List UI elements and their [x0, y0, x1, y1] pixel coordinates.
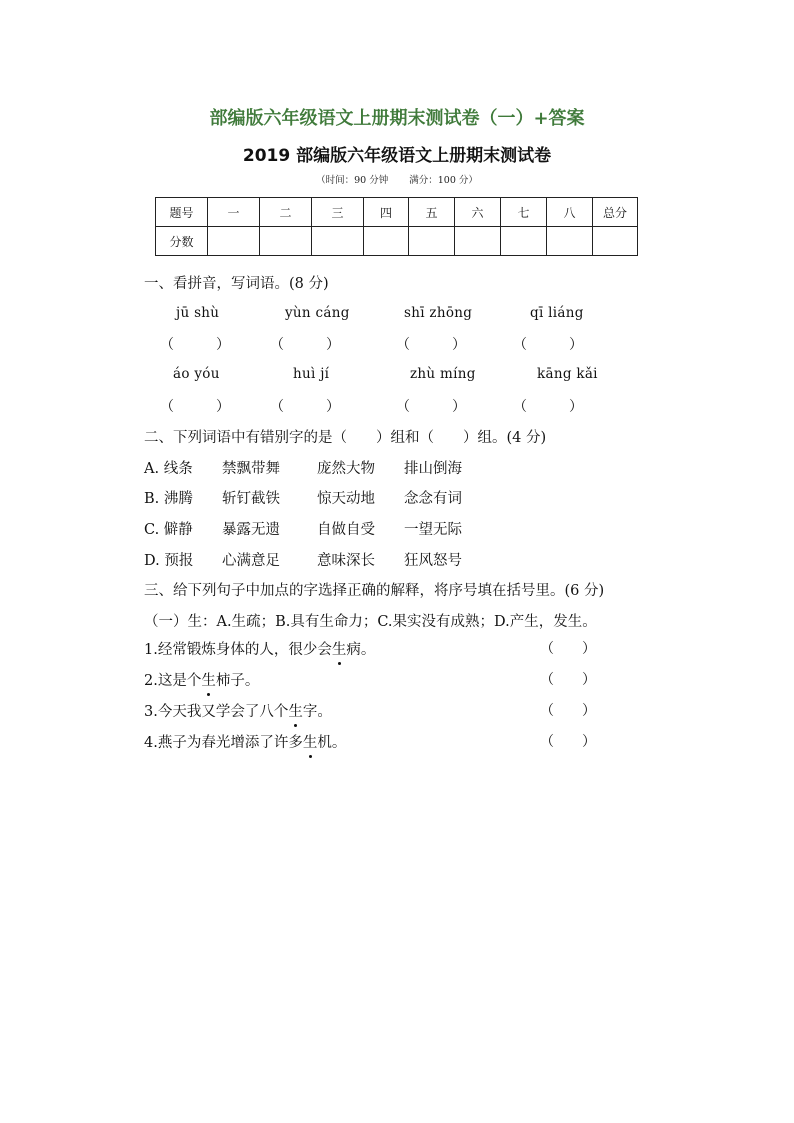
answer-blank[interactable]: （ ）	[396, 399, 466, 415]
sentence-text: 机。	[317, 735, 347, 751]
answer-blank[interactable]: （ ）	[270, 399, 340, 415]
sentence-text: 柿子。	[215, 673, 260, 689]
answer-blank[interactable]: （ ）	[160, 399, 230, 415]
sentence-item	[144, 638, 375, 659]
table-header-cell: 二	[260, 198, 312, 227]
score-cell[interactable]	[455, 227, 501, 256]
full-score: 满分：100 分）	[409, 175, 478, 186]
option-label: D. 预报	[144, 553, 194, 569]
score-cell[interactable]	[208, 227, 260, 256]
table-header-cell: 三	[312, 198, 364, 227]
table-header-cell: 题号	[156, 198, 208, 227]
score-table-header-row	[156, 198, 638, 227]
table-header-cell: 总分	[593, 198, 638, 227]
pinyin-item: zhù míng	[410, 366, 476, 382]
score-cell[interactable]	[260, 227, 312, 256]
sentence-text: 3.今天我又学会了八个	[144, 704, 289, 720]
dotted-character: 生	[201, 669, 216, 690]
document-title: 部编版六年级语文上册期末测试卷（一）+答案	[209, 108, 585, 129]
score-table-score-row	[156, 227, 638, 256]
table-header-cell: 六	[455, 198, 501, 227]
answer-blank[interactable]: （ ）	[270, 337, 340, 353]
dotted-character: 生	[332, 638, 347, 659]
score-row-label: 分数	[156, 227, 208, 256]
sentence-item	[144, 731, 346, 752]
pinyin-item: kāng kǎi	[537, 366, 598, 382]
option-label: A. 线条	[144, 461, 193, 477]
dotted-character: 生	[288, 700, 303, 721]
pinyin-item: qī liáng	[530, 305, 584, 321]
score-cell[interactable]	[593, 227, 638, 256]
option-word: 斩钉截铁	[222, 491, 280, 507]
answer-blank[interactable]: （ ）	[540, 734, 596, 750]
option-word: 自做自受	[317, 522, 375, 538]
time-limit: （时间：90 分钟	[316, 175, 389, 186]
score-cell[interactable]	[547, 227, 593, 256]
section2-title: 二、下列词语中有错别字的是（ ）组和（ ）组。(4 分)	[144, 430, 547, 446]
option-word: 一望无际	[404, 522, 462, 538]
answer-blank[interactable]: （ ）	[540, 672, 596, 688]
answer-blank[interactable]: （ ）	[540, 703, 596, 719]
option-word: 排山倒海	[404, 461, 462, 477]
sentence-text: 4.燕子为春光增添了许多	[144, 735, 303, 751]
table-header-cell: 一	[208, 198, 260, 227]
pinyin-item: jū shù	[176, 305, 220, 321]
answer-blank[interactable]: （ ）	[160, 337, 230, 353]
answer-blank[interactable]: （ ）	[513, 399, 583, 415]
answer-blank[interactable]: （ ）	[513, 337, 583, 353]
option-label: B. 沸腾	[144, 491, 193, 507]
option-word: 惊天动地	[317, 491, 375, 507]
score-cell[interactable]	[364, 227, 409, 256]
option-word: 意味深长	[317, 553, 375, 569]
time-info	[0, 172, 794, 186]
answer-blank[interactable]: （ ）	[540, 641, 596, 657]
score-table	[155, 197, 638, 256]
sentence-text: 2.这是个	[144, 673, 202, 689]
option-word: 暴露无遗	[222, 522, 280, 538]
section3-definitions: （一）生：A.生疏；B.具有生命力；C.果实没有成熟；D.产生，发生。	[144, 614, 597, 630]
section3-title: 三、给下列句子中加点的字选择正确的解释，将序号填在括号里。(6 分)	[144, 583, 605, 599]
score-cell[interactable]	[409, 227, 455, 256]
section1-title: 一、看拼音，写词语。(8 分)	[144, 276, 329, 292]
sentence-item	[144, 669, 259, 690]
answer-blank[interactable]: （ ）	[396, 337, 466, 353]
pinyin-item: shī zhōng	[404, 305, 473, 321]
sentence-text: 字。	[302, 704, 332, 720]
option-word: 禁飘带舞	[222, 461, 280, 477]
table-header-cell: 七	[501, 198, 547, 227]
exam-title: 2019 部编版六年级语文上册期末测试卷	[242, 146, 552, 166]
table-header-cell: 四	[364, 198, 409, 227]
option-label: C. 僻静	[144, 522, 193, 538]
option-word: 念念有词	[404, 491, 462, 507]
sentence-text: 病。	[346, 642, 376, 658]
sentence-text: 1.经常锻炼身体的人，很少会	[144, 642, 332, 658]
option-word: 心满意足	[222, 553, 280, 569]
option-word: 庞然大物	[317, 461, 375, 477]
table-header-cell: 五	[409, 198, 455, 227]
score-cell[interactable]	[501, 227, 547, 256]
option-word: 狂风怒号	[404, 553, 462, 569]
pinyin-item: áo yóu	[173, 366, 220, 382]
sentence-item	[144, 700, 332, 721]
pinyin-item: yùn cáng	[285, 305, 350, 321]
table-header-cell: 八	[547, 198, 593, 227]
pinyin-item: huì jí	[293, 366, 330, 382]
score-cell[interactable]	[312, 227, 364, 256]
dotted-character: 生	[303, 731, 318, 752]
